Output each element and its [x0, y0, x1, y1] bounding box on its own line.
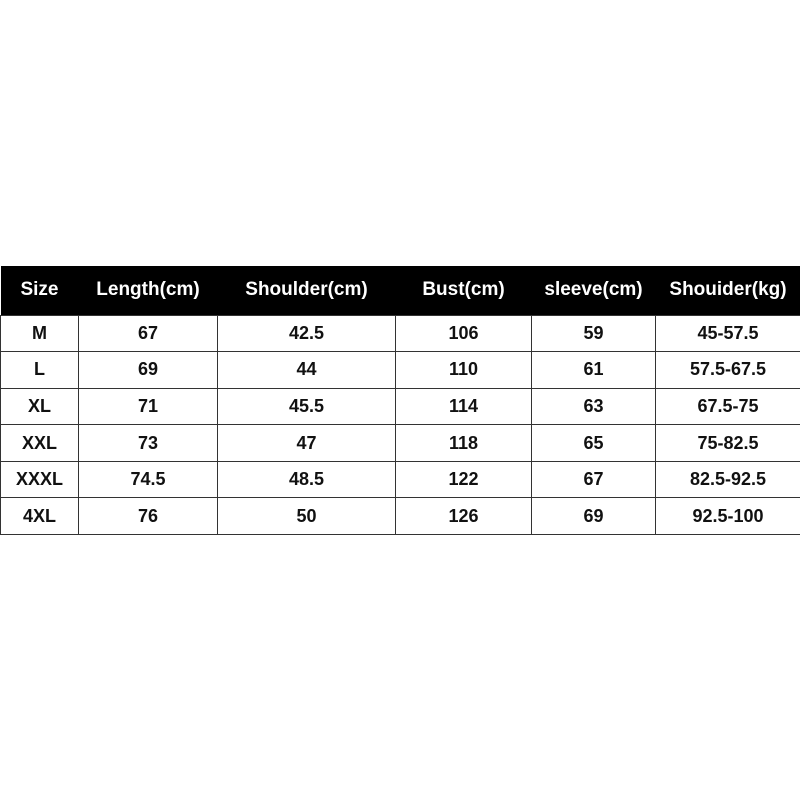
cell-length: 69 — [79, 352, 218, 389]
cell-size: XXL — [1, 425, 79, 462]
cell-shoulder: 50 — [218, 498, 396, 535]
table-header — [1, 266, 800, 315]
cell-bust: 118 — [396, 425, 532, 462]
cell-sleeve: 61 — [532, 352, 656, 389]
cell-sleeve: 67 — [532, 461, 656, 498]
header-weight: Shouider(kg) — [669, 279, 787, 301]
cell-weight: 92.5-100 — [656, 498, 800, 535]
header-bust: Bust(cm) — [422, 279, 505, 301]
cell-length: 71 — [79, 388, 218, 425]
cell-bust: 114 — [396, 388, 532, 425]
size-table — [0, 266, 800, 535]
header-size: Size — [20, 279, 59, 301]
cell-length: 73 — [79, 425, 218, 462]
cell-shoulder: 44 — [218, 352, 396, 389]
header-row — [1, 266, 800, 315]
cell-size: 4XL — [1, 498, 79, 535]
table-body — [1, 315, 800, 535]
cell-size: L — [1, 352, 79, 389]
cell-shoulder: 48.5 — [218, 461, 396, 498]
cell-bust: 106 — [396, 315, 532, 352]
table-row — [1, 315, 800, 352]
cell-sleeve: 65 — [532, 425, 656, 462]
cell-shoulder: 47 — [218, 425, 396, 462]
cell-shoulder: 45.5 — [218, 388, 396, 425]
header-shoulder: Shoulder(cm) — [245, 279, 368, 301]
cell-size: M — [1, 315, 79, 352]
cell-size: XXXL — [1, 461, 79, 498]
cell-weight: 82.5-92.5 — [656, 461, 800, 498]
cell-weight: 75-82.5 — [656, 425, 800, 462]
cell-sleeve: 59 — [532, 315, 656, 352]
cell-length: 74.5 — [79, 461, 218, 498]
cell-length: 67 — [79, 315, 218, 352]
table-row — [1, 498, 800, 535]
cell-bust: 110 — [396, 352, 532, 389]
cell-size: XL — [1, 388, 79, 425]
cell-bust: 126 — [396, 498, 532, 535]
cell-weight: 45-57.5 — [656, 315, 800, 352]
size-chart — [0, 266, 800, 535]
table-row — [1, 352, 800, 389]
header-sleeve: sleeve(cm) — [544, 279, 643, 301]
table-row — [1, 461, 800, 498]
cell-length: 76 — [79, 498, 218, 535]
cell-sleeve: 63 — [532, 388, 656, 425]
table-row — [1, 388, 800, 425]
cell-sleeve: 69 — [532, 498, 656, 535]
cell-weight: 57.5-67.5 — [656, 352, 800, 389]
table-row — [1, 425, 800, 462]
cell-shoulder: 42.5 — [218, 315, 396, 352]
cell-bust: 122 — [396, 461, 532, 498]
header-length: Length(cm) — [96, 279, 200, 301]
cell-weight: 67.5-75 — [656, 388, 800, 425]
